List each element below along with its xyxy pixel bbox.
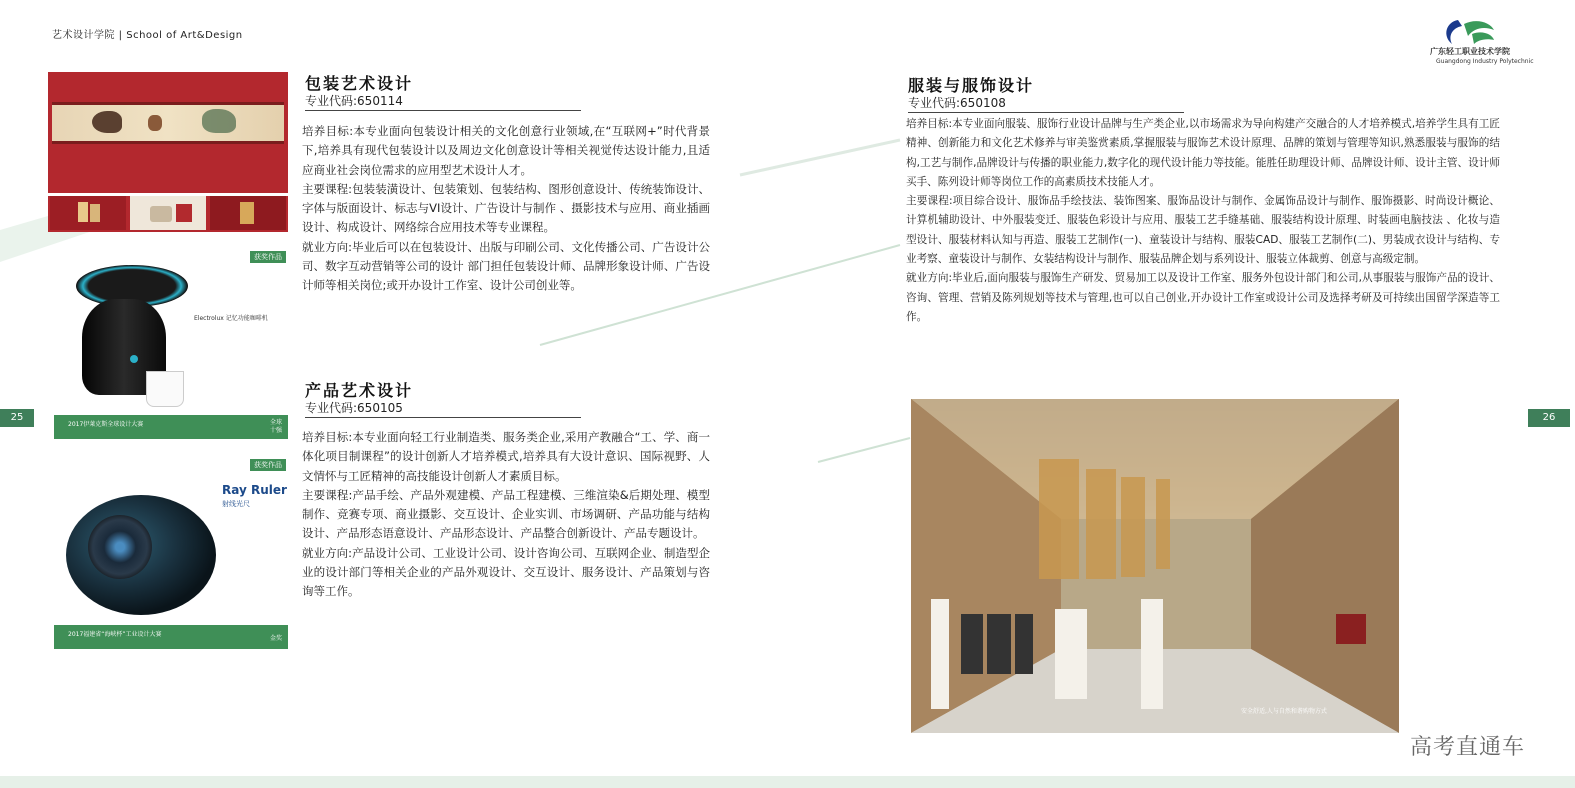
award-2-rank: 金奖 bbox=[269, 635, 282, 642]
brand-label-2-en: Ray Ruler bbox=[222, 483, 287, 497]
packaging-code: 专业代码:650114 bbox=[305, 92, 581, 111]
store-interior-photo bbox=[911, 399, 1399, 733]
product-career: 就业方向:产品设计公司、工业设计公司、设计咨询公司、互联网企业、制造型企业的设计部门等相关企业的产品外观设计、交互设计、服务设计、产品策划与咨询等工作。 bbox=[302, 545, 710, 599]
product-code: 专业代码:650105 bbox=[305, 399, 581, 418]
fashion-goal: 培养目标:本专业面向服装、服饰行业设计品牌与生产类企业,以市场需求为导向构建产交融合的人才培养模式,培养学生具有工匠精神、创新能力和文化艺术修养与审美鉴赏素质,掌握服装与服饰艺术设计原理、品牌的策划与管理等知识,熟悉服装与服饰的结构,工艺与制作,品牌设计与传播的职业能力,数字化的现代设计能力等技能。能胜任助理设计师、品牌设计师、设计主管、设计师买手、陈列设计师等岗位工作的高素质技术技能人才。 bbox=[906, 118, 1500, 188]
ray-ruler-photo bbox=[54, 455, 288, 649]
product-courses: 主要课程:产品手绘、产品外观建模、产品工程建模、三维渲染&后期处理、模型制作、竞赛专项、商业摄影、交互设计、企业实训、市场调研、产品功能与结构设计、产品形态语意设计、产品形态设计、产品整合创新设计、产品专题设计。 bbox=[302, 487, 710, 541]
packaging-thumb-2 bbox=[130, 196, 206, 230]
logo-cn-name: 广东轻工职业技术学院 bbox=[1430, 47, 1510, 56]
award-2-text: 2017福建省“海峡杯”工业设计大赛 bbox=[68, 631, 162, 638]
award-tag-1: 获奖作品 bbox=[250, 251, 286, 263]
brand-label-2-cn: 射线光尺 bbox=[222, 500, 250, 508]
fashion-courses: 主要课程:项目综合设计、服饰品手绘技法、装饰图案、服饰品设计与制作、金属饰品设计与制作、服饰摄影、时尚设计概论、计算机辅助设计、中外服装变迁、服装色彩设计与应用、服装工艺手缝基础、服装结构设计原理、时装画电脑技法 、化妆与造型设计、服装材料认知与再造、服装工艺制作(一)、童装设计与结构、服装CAD、服装工艺制作(二)、男装成衣设计与结构、专业考察、童装设计与制作、女装结构设计与制作、服装品牌企划与系列设计、服装立体裁剪、创意与高级定制。 bbox=[906, 195, 1500, 266]
product-title: 产品艺术设计 bbox=[305, 381, 414, 400]
product-body bbox=[302, 428, 710, 602]
fashion-code: 专业代码:650108 bbox=[908, 94, 1184, 113]
fashion-body bbox=[906, 115, 1500, 327]
packaging-title: 包装艺术设计 bbox=[305, 74, 414, 93]
product-goal: 培养目标:本专业面向轻工行业制造类、服务类企业,采用产教融合“工、学、商一体化项目制课程”的设计创新人才培养模式,培养具有大设计意识、国际视野、人文情怀与工匠精神的高技能设计创新人才素质目标。 bbox=[302, 430, 710, 483]
packaging-thumb-1 bbox=[50, 196, 126, 230]
fashion-title: 服装与服饰设计 bbox=[908, 76, 1035, 95]
page-number-right: 26 bbox=[1528, 409, 1570, 427]
packaging-thumb-3 bbox=[210, 196, 286, 230]
interior-illustration bbox=[911, 399, 1399, 733]
brand-label-1: Electrolux 记忆功能咖啡机 bbox=[194, 315, 268, 322]
packaging-body bbox=[302, 122, 710, 296]
coffee-machine-photo bbox=[54, 247, 288, 439]
packaging-photo bbox=[48, 72, 288, 232]
logo-en-name: Guangdong Industry Polytechnic bbox=[1436, 58, 1534, 65]
page-number-left: 25 bbox=[0, 409, 34, 427]
award-1-rank: 全球十强 bbox=[270, 419, 283, 434]
watermark: 高考直通车 bbox=[1410, 735, 1526, 760]
packaging-scroll-art bbox=[52, 102, 284, 144]
award-bar-2 bbox=[54, 625, 288, 649]
packaging-courses: 主要课程:包装装潢设计、包装策划、包装结构、图形创意设计、传统装饰设计、字体与版面设计、标志与VI设计、广告设计与制作 、摄影技术与应用、商业插画设计、构成设计、网络综合应用技术等专业课程。 bbox=[302, 181, 710, 235]
interior-caption: 安全舒适,人与自然和谐购物方式 bbox=[1241, 708, 1327, 715]
award-bar-1 bbox=[54, 415, 288, 439]
packaging-goal: 培养目标:本专业面向包装设计相关的文化创意行业领域,在“互联网+”时代背景下,培养具有现代包装设计以及周边文化创意设计等相关视觉传达设计能力,且适应商业社会岗位需求的应用型艺术设计人才。 bbox=[302, 124, 710, 177]
packaging-career: 就业方向:毕业后可以在包装设计、出版与印刷公司、文化传播公司、广告设计公司、数字互动营销等公司的设计 部门担任包装设计师、品牌形象设计师、广告设计师等相关岗位;或开办设计工作室、设计公司创业等。 bbox=[302, 239, 710, 293]
award-tag-2: 获奖作品 bbox=[250, 459, 286, 471]
school-header: 艺术设计学院 | School of Art&Design bbox=[52, 30, 243, 41]
coffee-cup bbox=[146, 371, 184, 407]
fashion-career: 就业方向:毕业后,面向服装与服饰生产研发、贸易加工以及设计工作室、服务外包设计部门和公司,从事服装与服饰产品的设计、咨询、管理、营销及陈列规划等技术与管理,也可以自己创业,开办设计工作室或设计公司及选择考研及可持续出国留学深造等工作。 bbox=[906, 272, 1500, 323]
award-1-text: 2017伊莱克斯全球设计大赛 bbox=[68, 421, 144, 428]
device-lens bbox=[88, 515, 152, 579]
